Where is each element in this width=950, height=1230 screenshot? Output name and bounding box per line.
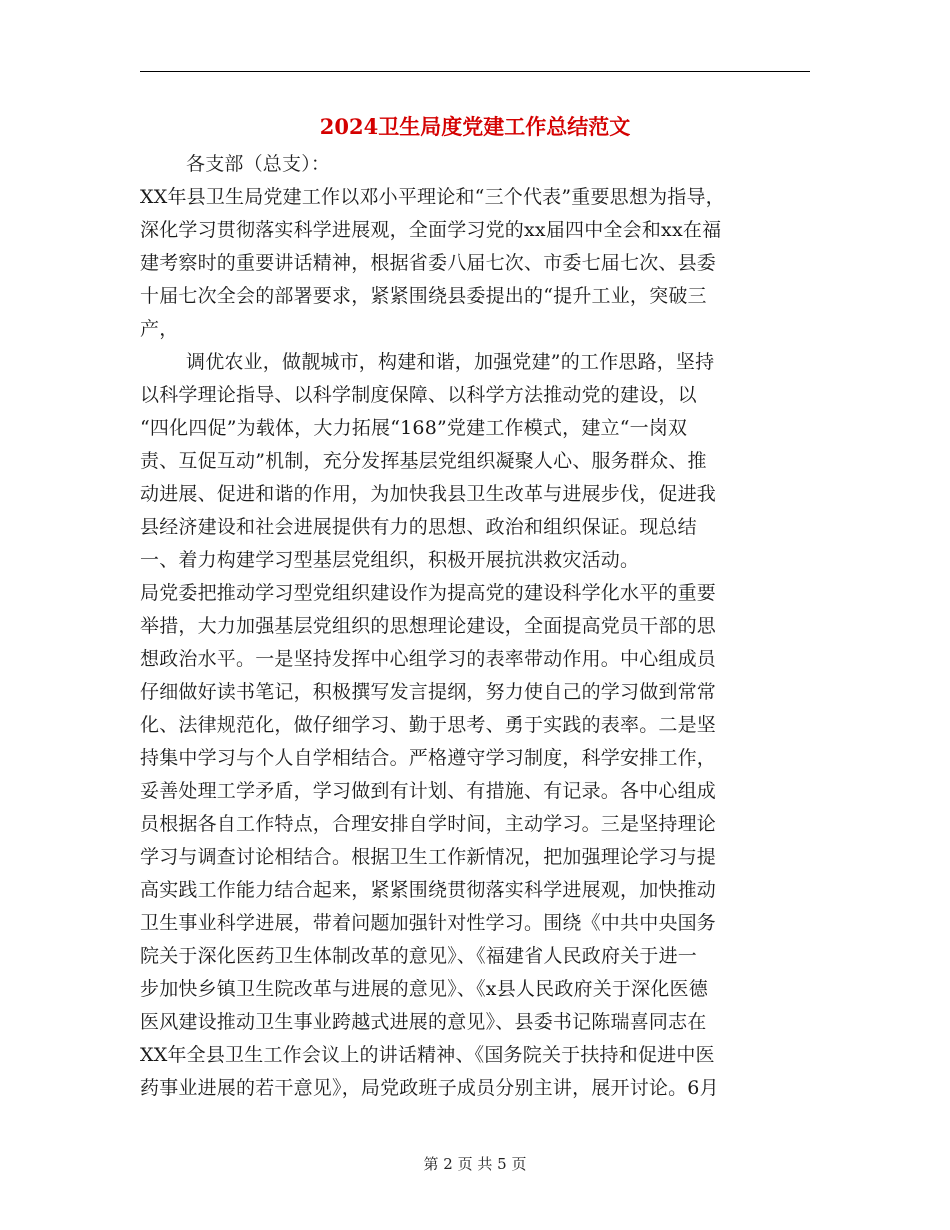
body-line: 县经济建设和社会进展提供有力的思想、政治和组织保证。现总结 xyxy=(140,516,697,538)
body-line: 动进展、促进和谐的作用，为加快我县卫生改革与进展步伐，促进我 xyxy=(140,483,717,505)
document-title: 2024卫生局度党建工作总结范文 xyxy=(319,114,631,139)
body-line: 想政治水平。一是坚持发挥中心组学习的表率带动作用。中心组成员 xyxy=(140,648,717,670)
body-line: 调优农业，做靓城市，构建和谐，加强党建”的工作思路，坚持 xyxy=(186,351,715,373)
document-body xyxy=(140,148,820,1105)
salutation-line: 各支部（总支）： xyxy=(186,153,331,175)
body-line: 局党委把推动学习型党组织建设作为提高党的建设科学化水平的重要 xyxy=(140,582,717,604)
body-line: 高实践工作能力结合起来，紧紧围绕贯彻落实科学进展观，加快推动 xyxy=(140,879,717,901)
body-line: 仔细做好读书笔记，积极撰写发言提纲，努力使自己的学习做到常常 xyxy=(140,681,717,703)
body-line: 卫生事业科学进展，带着问题加强针对性学习。围绕《中共中央国务 xyxy=(140,912,717,934)
body-line: 产， xyxy=(140,318,179,340)
page-number: 第 2 页 共 5 页 xyxy=(423,1155,527,1173)
body-line: 医风建设推动卫生事业跨越式进展的意见》、县委书记陈瑞喜同志在 xyxy=(140,1011,707,1033)
body-line: 院关于深化医药卫生体制改革的意见》、《福建省人民政府关于进一 xyxy=(140,945,698,967)
body-line: 化、法律规范化，做仔细学习、勤于思考、勇于实践的表率。二是坚 xyxy=(140,714,717,736)
body-line: 责、互促互动”机制，充分发挥基层党组织凝聚人心、服务群众、推 xyxy=(140,450,707,472)
body-line: 药事业进展的若干意见》，局党政班子成员分别主讲，展开讨论。6月 xyxy=(140,1077,719,1099)
body-line: “四化四促”为载体，大力拓展“168”党建工作模式，建立“一岗双 xyxy=(140,417,688,439)
body-line: 持集中学习与个人自学相结合。严格遵守学习制度，科学安排工作， xyxy=(140,747,717,769)
body-line: 举措，大力加强基层党组织的思想理论建设，全面提高党员干部的思 xyxy=(140,615,717,637)
body-line: 深化学习贯彻落实科学进展观，全面学习党的xx届四中全会和xx在福 xyxy=(140,219,722,241)
body-line: 员根据各自工作特点，合理安排自学时间，主动学习。三是坚持理论 xyxy=(140,813,717,835)
body-line: XX年县卫生局党建工作以邓小平理论和“三个代表”重要思想为指导， xyxy=(140,186,725,208)
body-line: XX年全县卫生工作会议上的讲话精神、《国务院关于扶持和促进中医 xyxy=(140,1044,715,1066)
section-heading: 一、着力构建学习型基层党组织，积极开展抗洪救灾活动。 xyxy=(140,549,640,571)
body-line: 妥善处理工学矛盾，学习做到有计划、有措施、有记录。各中心组成 xyxy=(140,780,717,802)
body-line: 十届七次全会的部署要求，紧紧围绕县委提出的“提升工业，突破三 xyxy=(140,285,707,307)
body-line: 步加快乡镇卫生院改革与进展的意见》、《x县人民政府关于深化医德 xyxy=(140,978,708,1000)
header-rule xyxy=(140,71,810,72)
body-line: 建考察时的重要讲话精神，根据省委八届七次、市委七届七次、县委 xyxy=(140,252,717,274)
body-line: 以科学理论指导、以科学制度保障、以科学方法推动党的建设，以 xyxy=(140,384,697,406)
body-line: 学习与调查讨论相结合。根据卫生工作新情况，把加强理论学习与提 xyxy=(140,846,717,868)
